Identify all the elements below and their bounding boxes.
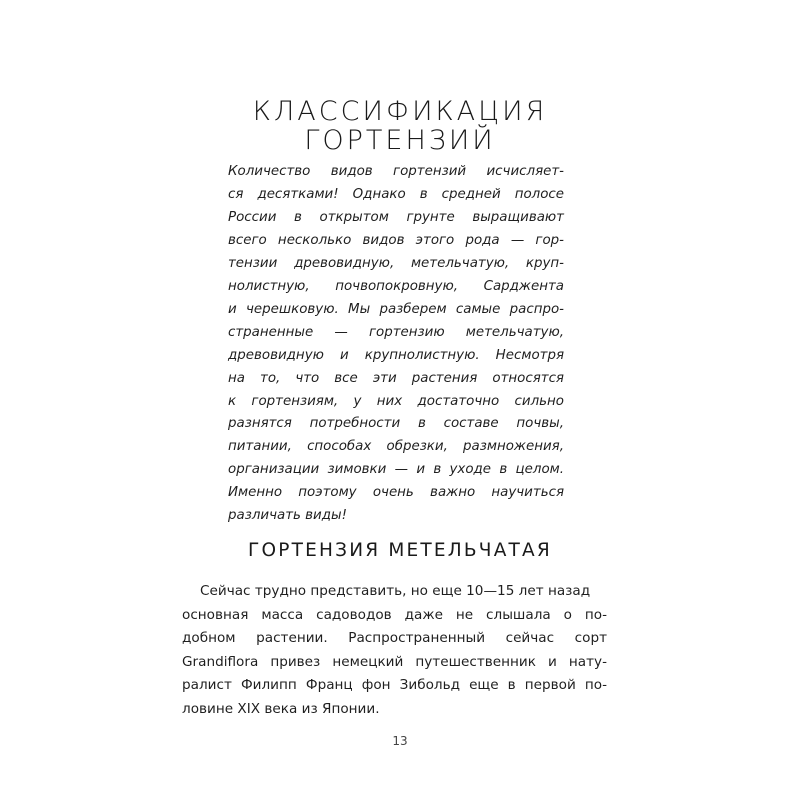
intro-line: и черешковую. Мы разберем самые распро- [228,301,564,317]
intro-line: организации зимовки — и в уходе в целом. [228,462,564,478]
intro-line: страненные — гортензию метельчатую, [228,324,564,340]
section-paragraph [182,580,607,721]
page-number: 13 [392,734,408,748]
intro-line: различать виды! [228,508,347,524]
intro-paragraph [228,161,564,528]
intro-line: нолистную, почвопокровную, Сарджента [228,278,564,294]
section-line: основная масса садоводов даже не слышала о по- [182,606,607,623]
intro-line: на то, что все эти растения относятся [228,370,564,386]
intro-line: Количество видов гортензий исчисляет- [228,164,564,179]
section-title: ГОРТЕНЗИЯ МЕТЕЛЬЧАТАЯ [248,540,552,561]
intro-line: ся десятками! Однако в средней полосе [228,186,564,202]
intro-line: России в открытом грунте выращивают [228,209,564,225]
page-title-line-2: ГОРТЕНЗИЙ [304,125,496,156]
intro-line: тензии древовидную, метельчатую, круп- [228,255,564,271]
intro-line: разнятся потребности в составе почвы, [228,416,564,432]
section-line: добном растении. Распространенный сейчас сорт [182,630,607,646]
intro-line: питании, способах обрезки, размножения, [228,439,564,455]
section-line: ловине XIX века из Японии. [182,700,380,717]
section-line: Grandiflora привез немецкий путешественник и нату- [182,653,607,670]
intro-line: всего несколько видов этого рода — гор- [228,232,564,248]
intro-line: древовидную и крупнолистную. Несмотря [228,347,564,363]
section-line: ралист Филипп Франц фон Зибольд еще в первой по- [182,677,607,693]
section-line: Сейчас трудно представить, но еще 10—15 лет назад [200,583,591,599]
intro-line: к гортензиям, у них достаточно сильно [228,393,564,409]
page-title-line-1: КЛАССИФИКАЦИЯ [252,96,548,127]
intro-line: Именно поэтому очень важно научиться [228,485,564,501]
